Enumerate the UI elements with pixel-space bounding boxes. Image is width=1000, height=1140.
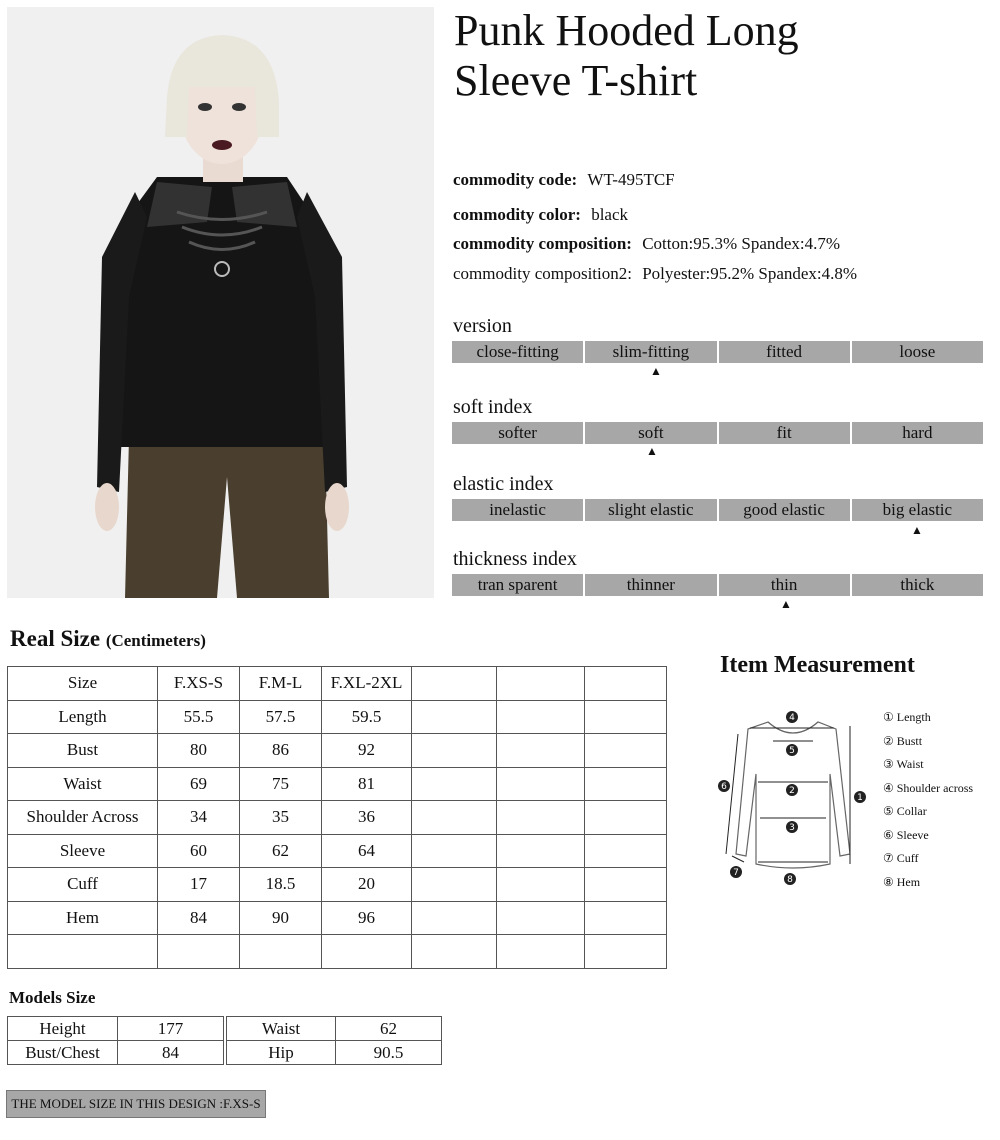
version-option: loose — [852, 341, 983, 363]
table-header-cell — [412, 667, 497, 701]
elastic-index-option: slight elastic — [585, 499, 716, 521]
table-cell: Hem — [8, 901, 158, 935]
product-title-line1: Punk Hooded Long — [454, 6, 799, 55]
table-cell — [585, 734, 667, 768]
thickness-index-selected-marker-icon: ▲ — [780, 597, 792, 611]
commodity-composition2 — [453, 264, 857, 284]
legend-item: ⑤ Collar — [883, 804, 927, 818]
diagram-number-4: 4 — [789, 713, 795, 723]
table-cell: 17 — [158, 868, 240, 902]
table-cell: 18.5 — [240, 868, 322, 902]
table-header-cell — [497, 667, 585, 701]
table-cell: 57.5 — [240, 700, 322, 734]
legend-item: ⑦ Cuff — [883, 851, 919, 865]
elastic-index-scale — [452, 499, 983, 521]
table-cell — [585, 801, 667, 835]
measurement-diagram — [718, 704, 868, 894]
diagram-number-6: 6 — [721, 782, 727, 792]
commodity-color-value: black — [591, 205, 629, 224]
table-row — [227, 1017, 442, 1041]
product-title-line2: Sleeve T-shirt — [454, 56, 698, 105]
table-cell: 69 — [158, 767, 240, 801]
table-row — [8, 801, 667, 835]
table-cell — [412, 868, 497, 902]
commodity-color-label: commodity color: — [453, 205, 581, 224]
elastic-index-option: big elastic — [852, 499, 983, 521]
table-cell: Cuff — [8, 868, 158, 902]
table-cell — [412, 700, 497, 734]
table-cell: 75 — [240, 767, 322, 801]
table-cell — [497, 767, 585, 801]
table-cell: 92 — [322, 734, 412, 768]
table-cell — [585, 700, 667, 734]
version-option: slim-fitting — [585, 341, 716, 363]
product-photo — [7, 7, 434, 598]
diagram-number-1: 1 — [857, 793, 863, 803]
elastic-index-option: good elastic — [719, 499, 850, 521]
table-cell — [158, 935, 240, 969]
legend-item: ⑧ Hem — [883, 874, 921, 889]
legend-item: ⑥ Sleeve — [883, 827, 929, 842]
table-row — [8, 1041, 224, 1065]
table-row — [8, 935, 667, 969]
table-cell — [412, 935, 497, 969]
table-cell — [497, 700, 585, 734]
elastic-index-option: inelastic — [452, 499, 583, 521]
version-label: version — [453, 315, 512, 337]
soft-index-selected-marker-icon: ▲ — [646, 444, 658, 458]
item-measurement-title: Item Measurement — [720, 652, 915, 678]
table-cell: 80 — [158, 734, 240, 768]
size-table-header — [8, 667, 667, 701]
table-header-cell — [585, 667, 667, 701]
soft-index-option: fit — [719, 422, 850, 444]
model-size-note: THE MODEL SIZE IN THIS DESIGN :F.XS-S — [6, 1090, 266, 1118]
diagram-number-8: 8 — [787, 875, 793, 885]
commodity-composition-label: commodity composition: — [453, 234, 632, 253]
table-cell: 62 — [336, 1017, 442, 1041]
table-cell: 35 — [240, 801, 322, 835]
table-row — [227, 1041, 442, 1065]
table-cell — [497, 935, 585, 969]
table-cell: 36 — [322, 801, 412, 835]
elastic-index-label: elastic index — [453, 473, 554, 495]
table-cell: Bust — [8, 734, 158, 768]
table-cell — [497, 801, 585, 835]
table-row — [8, 1017, 224, 1041]
table-row — [8, 700, 667, 734]
version-option: fitted — [719, 341, 850, 363]
version-selected-marker-icon: ▲ — [650, 364, 662, 378]
table-cell: Waist — [227, 1017, 336, 1041]
table-cell — [322, 935, 412, 969]
table-cell — [412, 834, 497, 868]
product-title — [454, 6, 974, 106]
table-cell: 64 — [322, 834, 412, 868]
table-cell: 86 — [240, 734, 322, 768]
table-cell: 81 — [322, 767, 412, 801]
table-cell — [497, 834, 585, 868]
thickness-index-scale — [452, 574, 983, 596]
soft-index-scale — [452, 422, 983, 444]
soft-index-label: soft index — [453, 396, 533, 418]
table-cell: Height — [8, 1017, 118, 1041]
table-cell: Bust/Chest — [8, 1041, 118, 1065]
table-cell — [585, 834, 667, 868]
table-cell — [412, 734, 497, 768]
commodity-composition — [453, 234, 840, 254]
table-cell — [497, 868, 585, 902]
elastic-index-selected-marker-icon: ▲ — [911, 523, 923, 537]
size-table — [7, 666, 667, 969]
table-cell: 84 — [118, 1041, 224, 1065]
diagram-number-3: 3 — [789, 823, 795, 833]
table-row — [8, 868, 667, 902]
diagram-number-5: 5 — [789, 746, 795, 756]
table-row — [8, 834, 667, 868]
table-cell — [240, 935, 322, 969]
table-row — [8, 767, 667, 801]
thickness-index-option: thick — [852, 574, 983, 596]
table-cell: 34 — [158, 801, 240, 835]
table-row — [8, 901, 667, 935]
table-cell — [412, 901, 497, 935]
table-cell — [585, 868, 667, 902]
table-cell — [412, 767, 497, 801]
table-cell: Shoulder Across — [8, 801, 158, 835]
legend-item: ② Bustt — [883, 733, 923, 748]
table-cell — [8, 935, 158, 969]
table-cell: 60 — [158, 834, 240, 868]
commodity-color — [453, 205, 628, 225]
table-cell — [585, 935, 667, 969]
models-size-table-left — [7, 1016, 224, 1065]
thickness-index-option: thinner — [585, 574, 716, 596]
table-cell: 20 — [322, 868, 412, 902]
commodity-composition2-label: commodity composition2: — [453, 264, 632, 283]
measurement-legend — [883, 706, 973, 894]
table-header-cell: F.M-L — [240, 667, 322, 701]
real-size-heading: Real Size — [10, 626, 101, 651]
models-size-table-right — [226, 1016, 442, 1065]
table-cell: 96 — [322, 901, 412, 935]
table-header-cell: Size — [8, 667, 158, 701]
commodity-code-value: WT-495TCF — [587, 170, 675, 189]
table-cell: 84 — [158, 901, 240, 935]
legend-item: ③ Waist — [883, 757, 924, 771]
commodity-composition2-value: Polyester:95.2% Spandex:4.8% — [642, 264, 858, 283]
table-cell: 62 — [240, 834, 322, 868]
thickness-index-option: thin — [719, 574, 850, 596]
version-option: close-fitting — [452, 341, 583, 363]
diagram-number-2: 2 — [789, 786, 795, 796]
table-cell: Hip — [227, 1041, 336, 1065]
diagram-number-7: 7 — [733, 868, 739, 878]
commodity-code — [453, 170, 675, 190]
commodity-code-label: commodity code: — [453, 170, 578, 189]
table-cell — [497, 734, 585, 768]
table-cell: Length — [8, 700, 158, 734]
table-cell: 55.5 — [158, 700, 240, 734]
table-cell: 177 — [118, 1017, 224, 1041]
soft-index-option: soft — [585, 422, 716, 444]
table-cell: Sleeve — [8, 834, 158, 868]
legend-item: ④ Shoulder across — [883, 780, 974, 795]
table-cell — [412, 801, 497, 835]
models-size-title: Models Size — [9, 988, 96, 1007]
version-scale — [452, 341, 983, 363]
table-cell: 90.5 — [336, 1041, 442, 1065]
thickness-index-option: tran sparent — [452, 574, 583, 596]
table-cell — [497, 901, 585, 935]
table-header-cell: F.XL-2XL — [322, 667, 412, 701]
thickness-index-label: thickness index — [453, 548, 577, 570]
table-cell — [585, 767, 667, 801]
legend-item: ① Length — [883, 710, 931, 724]
soft-index-option: softer — [452, 422, 583, 444]
table-row — [8, 734, 667, 768]
table-cell: Waist — [8, 767, 158, 801]
table-cell: 90 — [240, 901, 322, 935]
table-cell — [585, 901, 667, 935]
real-size-title — [10, 626, 206, 652]
table-cell: 59.5 — [322, 700, 412, 734]
real-size-unit: (Centimeters) — [105, 631, 206, 650]
soft-index-option: hard — [852, 422, 983, 444]
table-header-cell: F.XS-S — [158, 667, 240, 701]
commodity-composition-value: Cotton:95.3% Spandex:4.7% — [642, 234, 841, 253]
